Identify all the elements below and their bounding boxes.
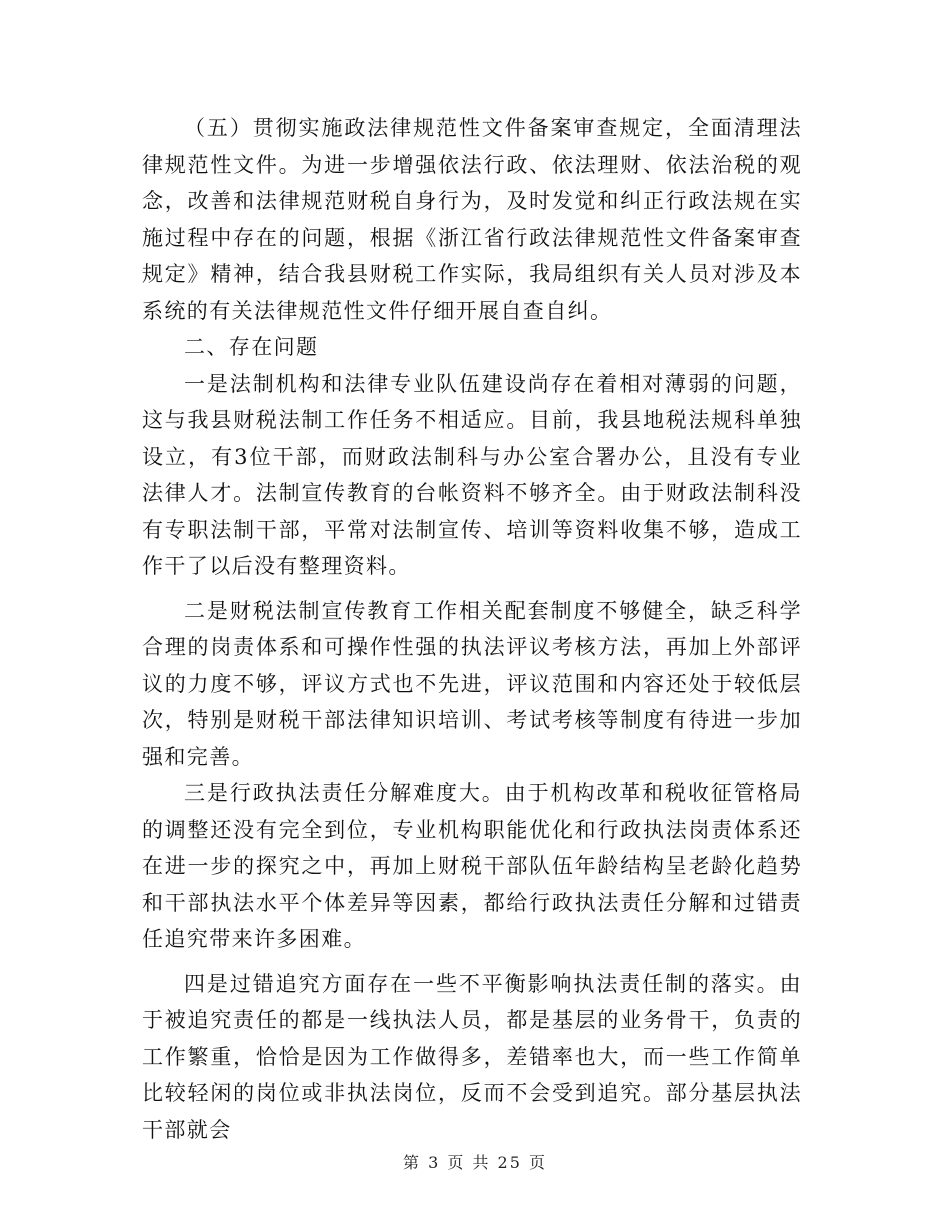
paragraph-problem-three: 三是行政执法责任分解难度大。由于机构改革和税收征管格局的调整还没有完全到位，专业机构职能优化和行政执法岗责体系还在进一步的探究之中，再加上财税干部队伍年龄结构呈老龄化趋势和干部执法水平个体差异等因素，都给行政执法责任分解和过错责任追究带来许多困难。 (142, 781, 802, 951)
paragraph-problem-one: 一是法制机构和法律专业队伍建设尚存在着相对薄弱的问题，这与我县财税法制工作任务不相适应。目前，我县地税法规科单独设立，有3位干部，而财政法制科与办公室合署办公，且没有专业法律人才。法制宣传教育的台帐资料不够齐全。由于财政法制科没有专职法制干部，平常对法制宣传、培训等资料收集不够，造成工作干了以后没有整理资料。 (142, 371, 802, 578)
paragraph-problem-four: 四是过错追究方面存在一些不平衡影响执法责任制的落实。由于被追究责任的都是一线执法人员，都是基层的业务骨干，负责的工作繁重，恰恰是因为工作做得多，差错率也大，而一些工作简单比较轻闲的岗位或非执法岗位，反而不会受到追究。部分基层执法干部就会 (142, 971, 802, 1142)
paragraph-problem-two: 二是财税法制宣传教育工作相关配套制度不够健全，缺乏科学合理的岗责体系和可操作性强的执法评议考核方法，再加上外部评议的力度不够，评议方式也不先进，评议范围和内容还处于较低层次，特别是财税干部法律知识培训、考试考核等制度有待进一步加强和完善。 (142, 598, 802, 769)
paragraph-gap (142, 585, 802, 593)
paragraph-gap (142, 958, 802, 966)
section-heading-problems: 二、存在问题 (184, 335, 319, 359)
paragraph-section-five: （五）贯彻实施政法律规范性文件备案审查规定，全面清理法律规范性文件。为进一步增强依法行政、依法理财、依法治税的观念，改善和法律规范财税自身行为，及时发觉和纠正行政法规在实施过程中存在的问题，根据《浙江省行政法律规范性文件备案审查规定》精神，结合我县财税工作实际，我局组织有关人员对涉及本系统的有关法律规范性文件仔细开展自查自纠。 (142, 116, 802, 323)
document-body (142, 110, 802, 1148)
page-number-footer: 第 3 页 共 25 页 (403, 1153, 547, 1172)
